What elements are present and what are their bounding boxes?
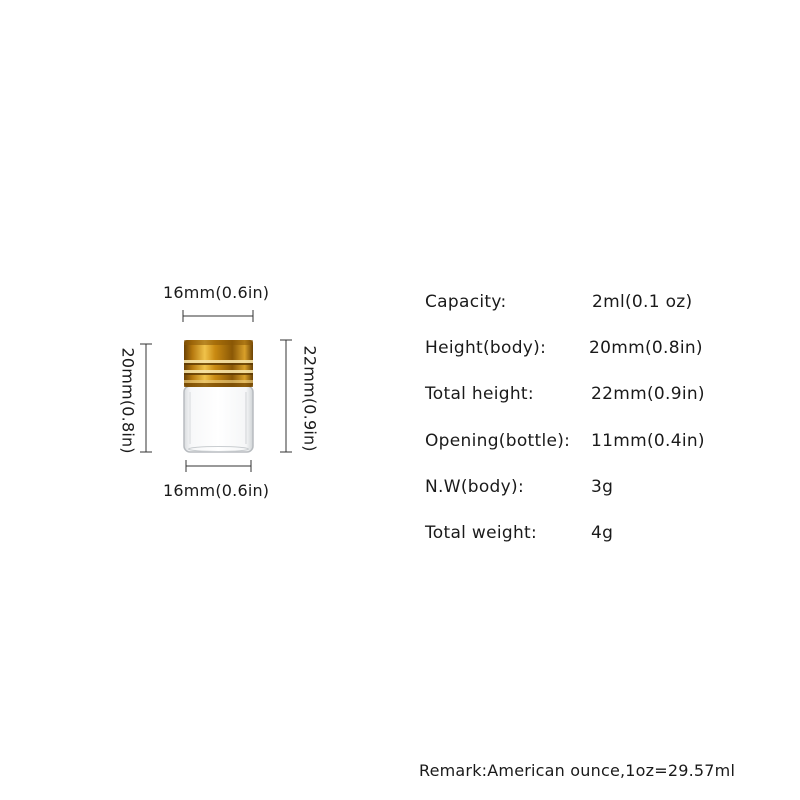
spec-value: 4g: [591, 523, 614, 543]
spec-value: 2ml(0.1 oz): [592, 292, 693, 312]
spec-label: Height(body):: [425, 338, 547, 358]
top-width-label: 16mm(0.6in): [163, 283, 270, 302]
spec-label: Total height:: [425, 384, 534, 404]
bottom-width-dimension-line: [186, 460, 251, 472]
spec-label: Total weight:: [425, 523, 538, 543]
right-height-dimension-line: [280, 340, 292, 452]
bottom-width-label: 16mm(0.6in): [163, 481, 270, 500]
remark-text: Remark:American ounce,1oz=29.57ml: [419, 761, 736, 780]
left-height-dimension-line: [140, 344, 152, 452]
right-height-label: 22mm(0.9in): [300, 345, 320, 452]
top-width-dimension-line: [183, 310, 253, 322]
spec-value: 11mm(0.4in): [591, 431, 705, 451]
spec-value: 22mm(0.9in): [591, 384, 705, 404]
spec-label: Opening(bottle):: [425, 431, 571, 451]
spec-label: N.W(body):: [425, 477, 524, 497]
spec-row-net-weight: [425, 477, 785, 501]
left-height-label: 20mm(0.8in): [118, 347, 138, 454]
spec-row-total-weight: [425, 523, 785, 547]
spec-row-capacity: [425, 292, 785, 316]
spec-value: 3g: [591, 477, 614, 497]
spec-row-total-height: [425, 384, 785, 408]
gold-screw-cap: [184, 340, 253, 387]
spec-label: Capacity:: [425, 292, 507, 312]
spec-row-height-body: [425, 338, 785, 362]
spec-value: 20mm(0.8in): [589, 338, 703, 358]
glass-vial-body: [184, 386, 253, 452]
spec-row-opening: [425, 431, 785, 455]
